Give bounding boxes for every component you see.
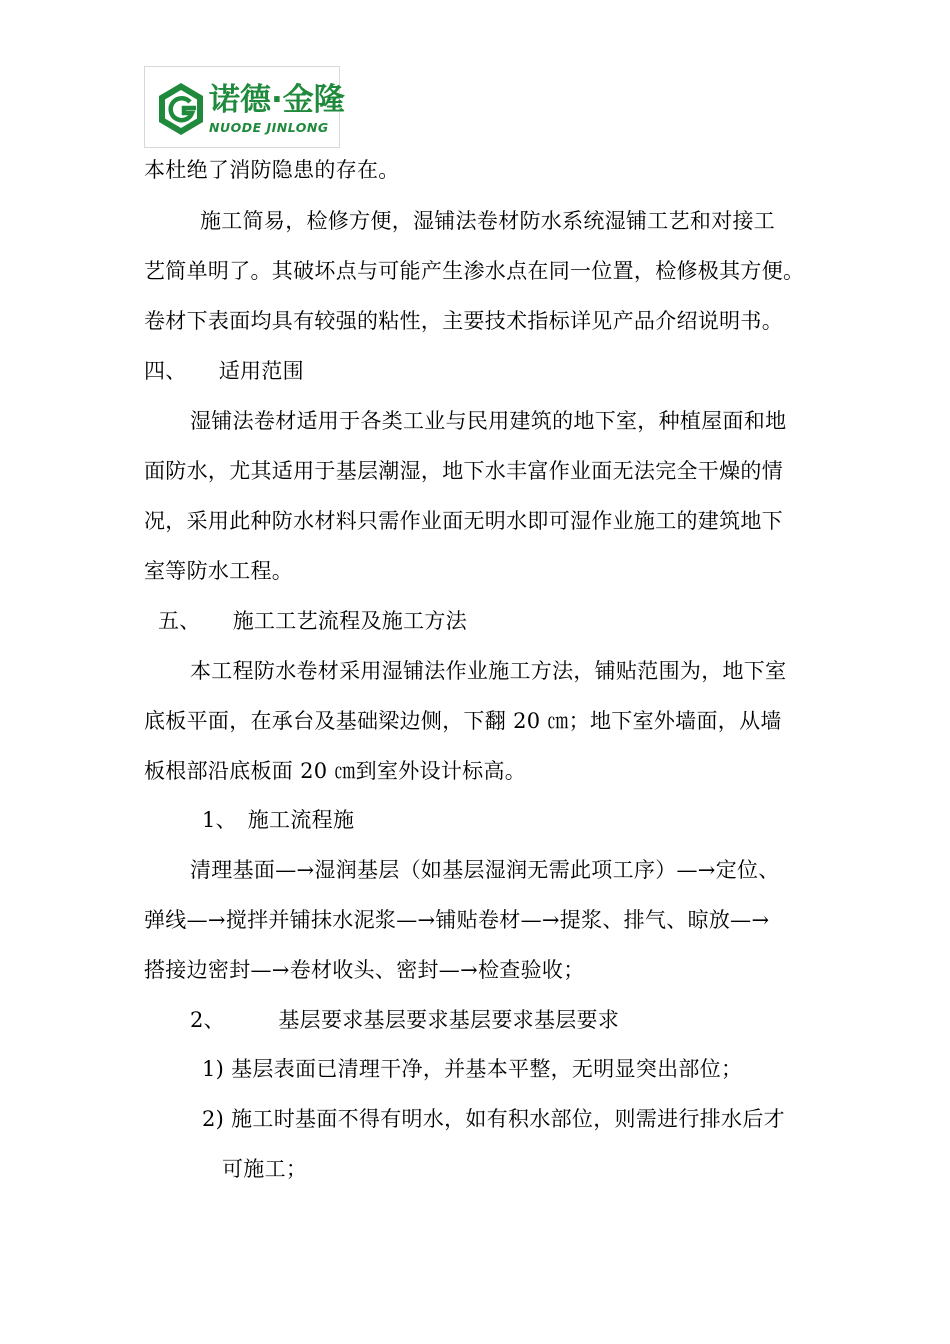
subsection-heading: 1、 施工流程施 (202, 808, 355, 832)
list-item-continuation: 可施工； (222, 1157, 308, 1181)
text-line: 施工简易，检修方便，湿铺法卷材防水系统湿铺工艺和对接工 (200, 209, 776, 233)
text-line: 况，采用此种防水材料只需作业面无明水即可湿作业施工的建筑地下 (144, 509, 783, 533)
subsection-heading: 2、 基层要求基层要求基层要求基层要求 (190, 1008, 620, 1032)
text-line: 面防水，尤其适用于基层潮湿，地下水丰富作业面无法完全干燥的情 (144, 459, 783, 483)
text-line: 室等防水工程。 (144, 559, 294, 583)
text-line: 搭接边密封—→卷材收头、密封—→检查验收； (144, 958, 585, 982)
section-heading: 五、 施工工艺流程及施工方法 (158, 609, 467, 633)
text-line: 艺简单明了。其破坏点与可能产生渗水点在同一位置，检修极其方便。 (144, 259, 805, 283)
company-logo (144, 66, 345, 148)
list-item: 2) 施工时基面不得有明水，如有积水部位，则需进行排水后才 (202, 1107, 785, 1131)
logo-english-name: NUODE JINLONG (209, 120, 329, 135)
text-line: 湿铺法卷材适用于各类工业与民用建筑的地下室，种植屋面和地 (190, 409, 787, 433)
text-line: 本工程防水卷材采用湿铺法作业施工方法，铺贴范围为，地下室 (190, 659, 787, 683)
section-heading: 四、 适用范围 (144, 359, 304, 383)
logo-chinese-name: 诺德·金隆 (209, 82, 345, 118)
text-line: 卷材下表面均具有较强的粘性，主要技术指标详见产品介绍说明书。 (144, 309, 783, 333)
list-item: 1) 基层表面已清理干净，并基本平整，无明显突出部位； (202, 1057, 743, 1081)
text-line: 板根部沿底板面 20 ㎝到室外设计标高。 (144, 759, 527, 783)
text-line: 弹线—→搅拌并铺抹水泥浆—→铺贴卷材—→提浆、排气、晾放—→ (144, 908, 770, 932)
text-line: 底板平面，在承台及基础梁边侧，下翻 20 ㎝；地下室外墙面，从墙 (144, 709, 782, 733)
text-line: 本杜绝了消防隐患的存在。 (144, 158, 400, 182)
text-line: 清理基面—→湿润基层（如基层湿润无需此项工序）—→定位、 (190, 858, 780, 882)
